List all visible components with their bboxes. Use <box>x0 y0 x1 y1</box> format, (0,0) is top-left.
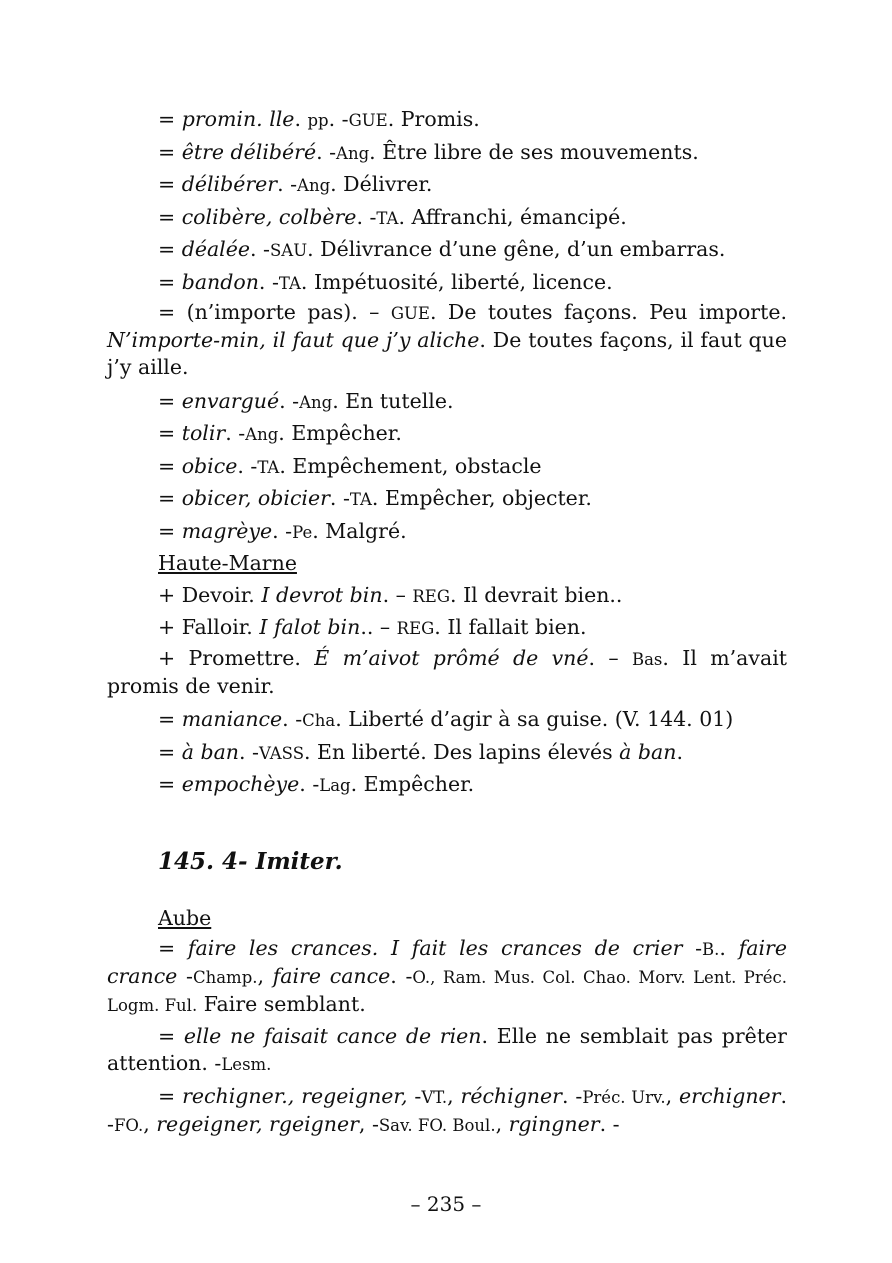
text: = <box>158 1083 183 1108</box>
entry-obicer <box>107 483 787 516</box>
text: . - <box>329 486 350 510</box>
text: . <box>676 739 683 764</box>
source-abbrev: Bas <box>631 649 663 669</box>
text: . - <box>282 707 303 731</box>
text: = <box>158 388 182 413</box>
entries-haute-marne <box>107 580 787 802</box>
source-abbrev: GUE <box>390 304 430 323</box>
source-abbrev: O., Ram. Mus. Col. Chao. Morv. Lent. Préc. Logm. Ful. <box>107 967 787 1015</box>
term: faire les crances. I fait les crances de crier <box>187 935 683 960</box>
text: - <box>177 963 193 988</box>
entry-promin <box>107 104 787 137</box>
text: - <box>407 1083 422 1108</box>
text: . - <box>250 237 270 261</box>
term: obice <box>181 453 238 478</box>
entry-rechigner <box>107 1083 787 1139</box>
region-label-aube: Aube <box>158 906 212 930</box>
text: . - <box>561 1083 583 1108</box>
text: . Impétuosité, liberté, licence. <box>300 269 613 294</box>
text: = <box>158 453 182 478</box>
entry-nimporte <box>107 299 787 381</box>
text: . - <box>356 204 377 229</box>
text: = <box>158 139 182 164</box>
text: . - <box>258 269 279 294</box>
text: . Il devrait bien.. <box>450 582 623 607</box>
source-abbrev: Cha <box>302 711 336 730</box>
term: faire cance <box>272 963 391 988</box>
text: . Empêchement, obstacle <box>279 453 542 478</box>
text: . – <box>382 582 413 607</box>
text: = <box>158 172 182 196</box>
term: colibère, colbère <box>181 204 357 229</box>
text: . - <box>299 772 320 796</box>
source-abbrev: Pe <box>292 522 313 542</box>
source-abbrev: Champ. <box>192 967 258 987</box>
text: . - <box>239 739 259 764</box>
text: . - <box>272 518 293 543</box>
page-number: – 235 – <box>410 1192 482 1216</box>
entry-faisait-cance <box>107 1023 787 1078</box>
term: bandon <box>181 269 259 294</box>
term: réchigner <box>460 1083 562 1108</box>
entry-empocheye <box>107 769 787 802</box>
term: rgingner <box>508 1111 600 1136</box>
entry-dealee <box>107 234 787 267</box>
term: I devrot bin <box>261 582 383 607</box>
text: , <box>495 1111 509 1136</box>
term: faire crance <box>107 935 787 988</box>
term: envargué <box>181 388 280 413</box>
source-abbrev: B. <box>702 939 720 959</box>
term: N’importe-min, il faut que j’y aliche <box>107 328 480 352</box>
source-abbrev: TA <box>278 273 301 293</box>
text: . Malgré. <box>312 518 407 543</box>
text: = <box>158 707 182 731</box>
term: regeigner, rgeigner <box>156 1111 359 1136</box>
entries-aube <box>107 935 787 1139</box>
entry-maniance <box>107 704 787 737</box>
text: . - <box>237 453 258 478</box>
entry-etre-delibere <box>107 137 787 170</box>
text: . Délivrance d’une gêne, d’un embarras. <box>307 237 726 261</box>
source-abbrev: GUE <box>348 111 388 130</box>
source-abbrev: Lesm. <box>221 1055 272 1074</box>
text: = <box>158 1024 184 1048</box>
text: . En tutelle. <box>332 388 454 413</box>
text: . - <box>316 139 337 164</box>
term: promin. lle <box>181 107 295 131</box>
text: = <box>158 486 182 510</box>
text: . - <box>279 388 300 413</box>
term: déalée <box>181 237 250 261</box>
source-abbrev: TA <box>257 457 280 477</box>
source-abbrev: Ang <box>297 176 331 195</box>
entry-envargue <box>107 386 787 419</box>
source-abbrev: TA <box>349 490 372 509</box>
source-abbrev: Préc. Urv. <box>582 1087 666 1107</box>
text: = <box>158 935 188 960</box>
source-abbrev: VASS <box>258 743 304 763</box>
term: maniance <box>181 707 283 731</box>
text: . De toutes façons. Peu importe. <box>429 300 787 324</box>
source-abbrev: pp <box>307 111 329 130</box>
entry-obice <box>107 451 787 484</box>
term: à ban <box>619 739 677 764</box>
entry-magreye <box>107 516 787 549</box>
text: = <box>158 204 182 229</box>
entry-a-ban <box>107 737 787 770</box>
page-body <box>107 104 787 1143</box>
source-abbrev: REG <box>412 586 451 606</box>
text: = <box>158 237 182 261</box>
text: , <box>257 963 273 988</box>
source-abbrev: Ang <box>299 392 333 412</box>
entry-deliberer <box>107 169 787 202</box>
source-abbrev: REG <box>396 619 435 638</box>
text: . <box>294 107 308 131</box>
text: . - <box>599 1111 620 1136</box>
term: délibérer <box>181 172 278 196</box>
text: . Elle ne semblait pas prêter attention. - <box>107 1024 787 1075</box>
entry-colibere <box>107 202 787 235</box>
term: obicer, obicier <box>181 486 330 510</box>
entry-promettre <box>107 645 787 700</box>
text: . De toutes façons, il faut que j’y aille. <box>107 328 787 379</box>
term: É m’aivot prômé de vné <box>314 645 589 670</box>
entry-bandon <box>107 267 787 300</box>
text: = <box>158 772 182 796</box>
text: . - <box>107 1083 787 1136</box>
text: . - <box>390 963 413 988</box>
text: , <box>143 1111 157 1136</box>
text: - <box>682 935 703 960</box>
text: Faire semblant. <box>197 991 366 1016</box>
entry-faire-crances <box>107 935 787 1019</box>
source-abbrev: VT. <box>421 1087 448 1107</box>
term: erchigner <box>679 1083 781 1108</box>
source-abbrev: Ang <box>336 143 370 163</box>
text: = (n’importe pas). – <box>158 300 391 324</box>
entry-tolir <box>107 418 787 451</box>
text: . – <box>588 645 632 670</box>
section-heading: 145. 4- Imiter. <box>158 847 343 875</box>
text: = <box>158 421 182 445</box>
entry-falloir <box>107 612 787 645</box>
text: . En liberté. Des lapins élevés <box>304 739 620 764</box>
term: magrèye <box>181 518 273 543</box>
text: + Devoir. <box>158 582 262 607</box>
text: + Promettre. <box>158 645 315 670</box>
term: elle ne faisait cance de rien <box>183 1024 482 1048</box>
term: empochèye <box>181 772 300 796</box>
text: + Falloir. <box>158 615 260 639</box>
text: , <box>665 1083 680 1108</box>
entries-top <box>107 104 787 548</box>
text: . - <box>225 421 246 445</box>
source-abbrev: Lag <box>319 776 351 795</box>
text: . - <box>328 107 349 131</box>
text: .. – <box>360 615 397 639</box>
text: . - <box>277 172 298 196</box>
source-abbrev: FO. <box>113 1115 144 1135</box>
source-abbrev: Ang <box>245 425 279 444</box>
text: . Il fallait bien. <box>434 615 587 639</box>
text: . Délivrer. <box>330 172 433 196</box>
text: . <box>719 935 726 960</box>
source-abbrev: Sav. FO. Boul. <box>378 1115 496 1135</box>
source-abbrev: TA <box>376 208 399 228</box>
text: . Empêcher. <box>278 421 402 445</box>
text: . Empêcher, objecter. <box>371 486 592 510</box>
text: . Il m’avait promis de venir. <box>107 645 787 698</box>
text: = <box>158 518 182 543</box>
text: , <box>447 1083 461 1108</box>
text: = <box>158 739 182 764</box>
term: être délibéré <box>181 139 317 164</box>
term: tolir <box>181 421 226 445</box>
region-label-haute-marne: Haute-Marne <box>158 551 297 575</box>
entry-devoir <box>107 580 787 613</box>
text: = <box>158 107 182 131</box>
term: I falot bin <box>259 615 361 639</box>
text: = <box>158 269 182 294</box>
text: . Promis. <box>387 107 480 131</box>
term: à ban <box>181 739 239 764</box>
text: . Empêcher. <box>350 772 475 796</box>
source-abbrev: SAU <box>269 241 308 260</box>
text: . Être libre de ses mouvements. <box>369 139 699 164</box>
text: , - <box>358 1111 379 1136</box>
term: rechigner., regeigner, <box>182 1083 408 1108</box>
text: . Affranchi, émancipé. <box>398 204 627 229</box>
text: . Liberté d’agir à sa guise. (V. 144. 01) <box>335 707 734 731</box>
